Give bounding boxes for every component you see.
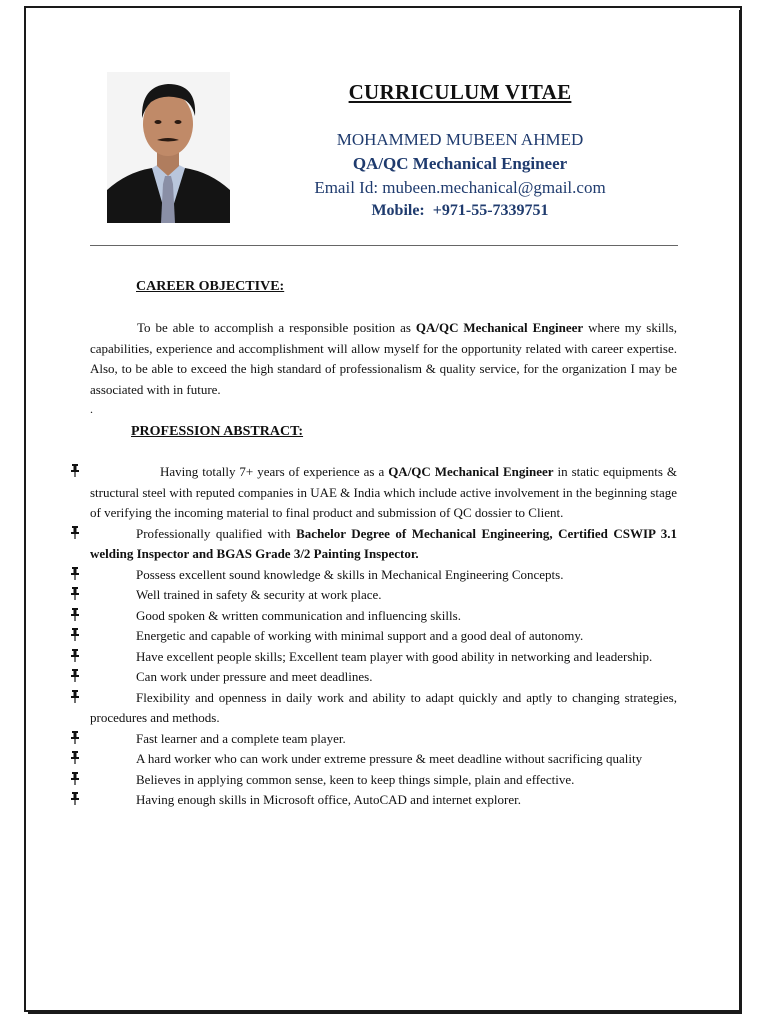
- mobile-value: +971-55-7339751: [432, 202, 549, 219]
- bullet-text: Can work under pressure and meet deadlines.: [136, 669, 373, 684]
- bullet-text: Well trained in safety & security at work place.: [136, 587, 382, 602]
- document-title: CURRICULUM VITAE: [348, 80, 572, 104]
- pushpin-icon: [70, 463, 80, 477]
- pushpin-icon: [70, 668, 80, 682]
- pushpin-icon: [70, 566, 80, 580]
- list-item: [70, 585, 677, 606]
- list-item: [70, 688, 677, 729]
- bullet-text: Flexibility and openness in daily work and ability to adapt quickly and aptly to changing strategies, procedures and methods.: [90, 689, 677, 725]
- pushpin-icon: [70, 648, 80, 662]
- pushpin-icon: [70, 730, 80, 744]
- section-title-career-objective: CAREER OBJECTIVE:: [136, 279, 285, 294]
- bullet-text: Professionally qualified with: [136, 525, 297, 541]
- pushpin-icon: [70, 689, 80, 703]
- list-item: [70, 729, 677, 750]
- mobile-label: Mobile:: [371, 202, 425, 219]
- list-item: [70, 524, 677, 565]
- bullet-text: Good spoken & written communication and influencing skills.: [136, 607, 461, 623]
- bullet-text: Believes in applying common sense, keen to keep things simple, plain and effective.: [136, 771, 575, 787]
- pushpin-icon: [70, 791, 80, 805]
- pushpin-icon: [70, 586, 80, 600]
- candidate-name: MOHAMMED MUBEEN AHMED: [336, 130, 584, 149]
- bullet-text: Fast learner and a complete team player.: [136, 730, 346, 746]
- bullet-text-bold: Bachelor Degree of Mechanical Engineering, Certified CSWIP 3.1 welding Inspector and BGAS Grade 3/2 Painting Inspector.: [90, 525, 677, 561]
- list-item: [70, 462, 677, 524]
- career-objective-text: [90, 318, 677, 400]
- pushpin-icon: [70, 525, 80, 539]
- list-item: [70, 606, 677, 627]
- bullet-text: Having enough skills in Microsoft office, AutoCAD and internet explorer.: [136, 792, 521, 807]
- pushpin-icon: [70, 607, 80, 621]
- pushpin-icon: [70, 771, 80, 785]
- list-item: [70, 565, 677, 586]
- candidate-mobile: [290, 202, 630, 220]
- candidate-email: Email Id: mubeen.mechanical@gmail.com: [314, 178, 606, 197]
- pushpin-icon: [70, 627, 80, 641]
- bullet-text: Have excellent people skills; Excellent team player with good ability in networking and leadership.: [136, 648, 653, 664]
- list-item: [70, 626, 677, 647]
- objective-text-bold: QA/QC Mechanical Engineer: [415, 320, 584, 335]
- objective-text-part: where my skills, capabilities, experience and accomplishment will allow myself for the opportunity related with career expertise. Also, to be able to exceed the high standard of professionalism & quality service, for the organization I may be associated with in future.: [90, 320, 677, 397]
- bullet-text: Energetic and capable of working with minimal support and a good deal of autonomy.: [136, 628, 584, 643]
- bullet-text: Possess excellent sound knowledge & skills in Mechanical Engineering Concepts.: [136, 566, 564, 582]
- bullet-text: Having totally 7+ years of experience as a: [160, 464, 389, 479]
- pushpin-icon: [70, 750, 80, 764]
- trailing-mark: .: [90, 402, 93, 416]
- objective-text-part: To be able to accomplish a responsible position as: [137, 320, 416, 335]
- candidate-role: QA/QC Mechanical Engineer: [352, 154, 568, 173]
- header-divider: [90, 245, 678, 246]
- list-item: [70, 749, 677, 770]
- bullet-text-bold: QA/QC Mechanical Engineer: [388, 464, 554, 479]
- profile-photo: [107, 72, 230, 223]
- list-item: [70, 770, 677, 791]
- bullet-text: A hard worker who can work under extreme pressure & meet deadline without sacrificing quality: [136, 751, 643, 766]
- bullet-text: in static equipments & structural steel with reputed companies in UAE & India which include active involvement in the beginning stage of verifying the incoming material to final product and submission of QC dossier to Client.: [90, 464, 678, 520]
- list-item: [70, 667, 677, 688]
- section-title-profession-abstract: PROFESSION ABSTRACT:: [131, 424, 304, 439]
- list-item: [70, 790, 677, 811]
- list-item: [70, 647, 677, 668]
- profession-abstract-list: [70, 462, 677, 811]
